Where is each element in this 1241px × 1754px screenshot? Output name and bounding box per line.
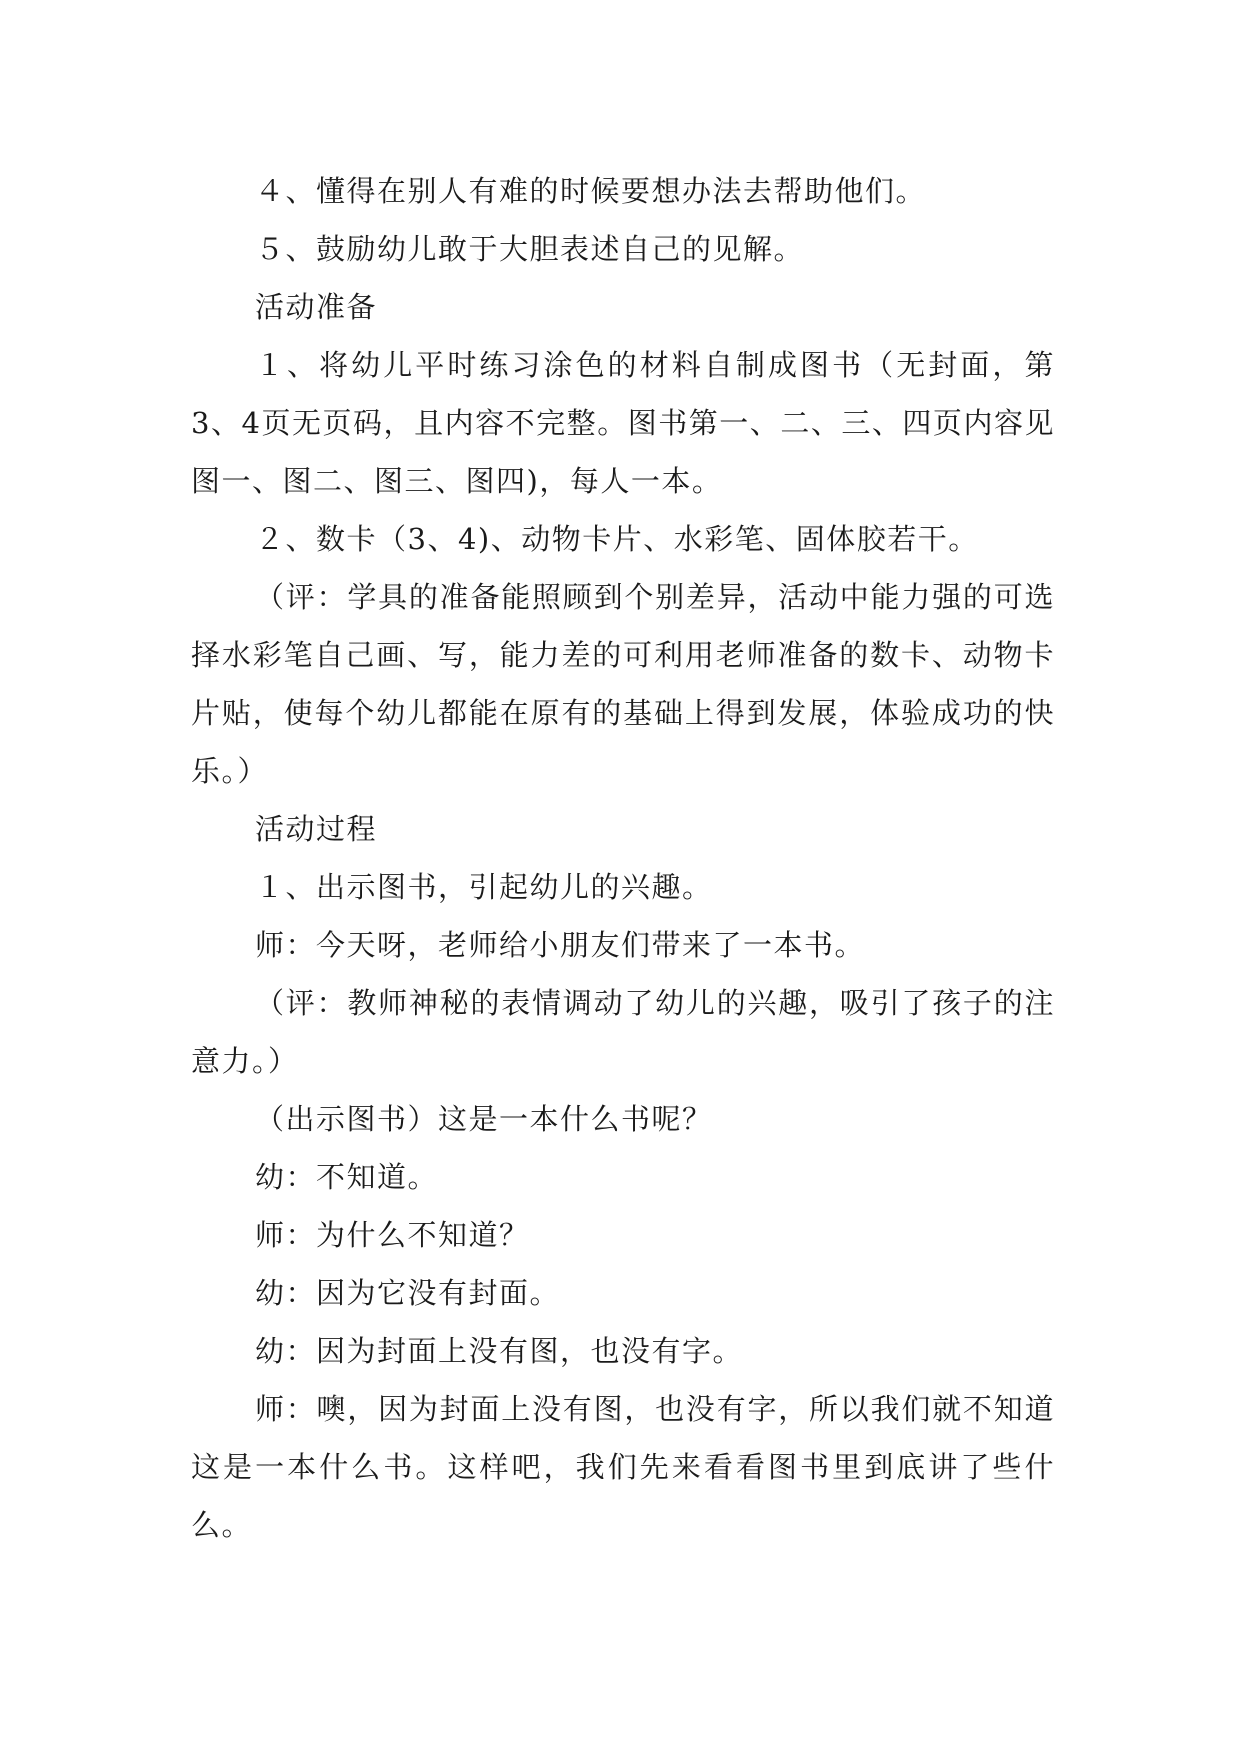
section-heading-preparation: 活动准备 (255, 290, 378, 324)
dialogue-line: 幼：因为封面上没有图，也没有字。 (255, 1334, 744, 1368)
goal-item-5: ５、鼓励幼儿敢于大胆表述自己的见解。 (255, 232, 805, 266)
dialogue-line: 幼：因为它没有封面。 (255, 1276, 561, 1310)
section-heading-process: 活动过程 (255, 812, 378, 846)
comment-paragraph: （评：学具的准备能照顾到个别差异，活动中能力强的可选择水彩笔自己画、写，能力差的可利用老师准备的数卡、动物卡片贴，使每个幼儿都能在原有的基础上得到发展，体验成功的快乐。） (191, 580, 1055, 788)
document-body (191, 162, 1055, 1554)
dialogue-line: 幼：不知道。 (255, 1160, 439, 1194)
dialogue-line: 师：今天呀，老师给小朋友们带来了一本书。 (255, 928, 866, 962)
preparation-item-2: ２、数卡（3、4)、动物卡片、水彩笔、固体胶若干。 (255, 522, 979, 556)
goal-item-4: ４、懂得在别人有难的时候要想办法去帮助他们。 (255, 174, 927, 208)
process-step-1: １、出示图书，引起幼儿的兴趣。 (255, 870, 713, 904)
dialogue-line: 师：为什么不知道？ (255, 1218, 530, 1252)
dialogue-line: 师：噢，因为封面上没有图，也没有字，所以我们就不知道这是一本什么书。这样吧，我们先来看看图书里到底讲了些什么。 (191, 1392, 1055, 1542)
dialogue-line: （出示图书）这是一本什么书呢？ (255, 1102, 713, 1136)
comment-paragraph: （评：教师神秘的表情调动了幼儿的兴趣，吸引了孩子的注意力。） (191, 986, 1055, 1078)
preparation-item-1: １、将幼儿平时练习涂色的材料自制成图书（无封面，第3、4页无页码，且内容不完整。图书第一、二、三、四页内容见图一、图二、图三、图四)，每人一本。 (191, 348, 1055, 498)
